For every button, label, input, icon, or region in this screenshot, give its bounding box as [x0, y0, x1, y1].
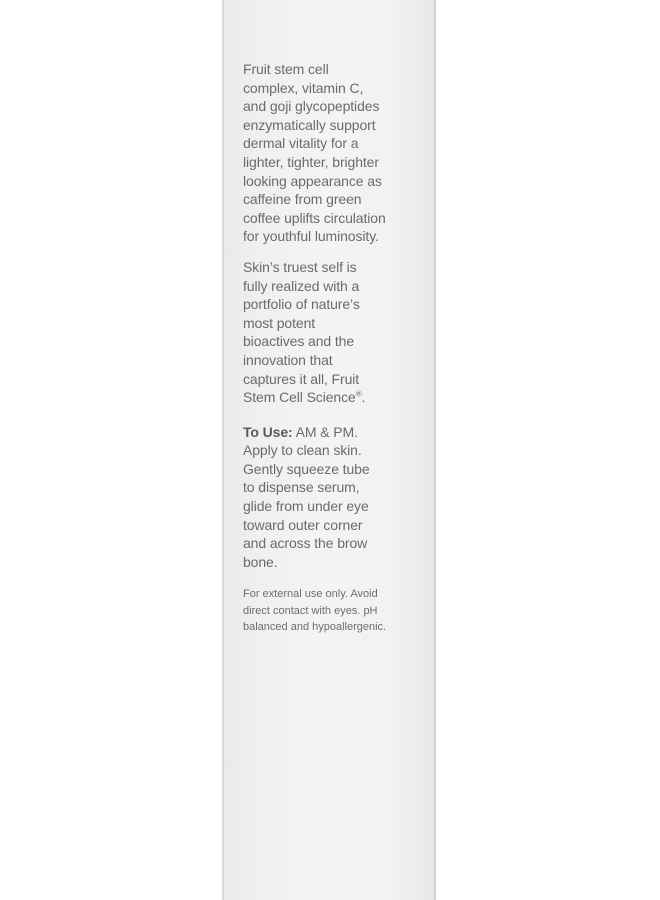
brand-paragraph-end: .	[361, 389, 366, 406]
warning-text: For external use only. Avoid direct contact with eyes. pH balanced and hypoallergenic.	[243, 588, 387, 634]
brand-paragraph-text: Skin’s truest self is fully realized with a portfolio of nature’s most potent bioactives and the innovation that captures it all, Fruit Stem Cell Science	[243, 258, 360, 406]
directions-paragraph	[243, 423, 428, 572]
panel-left-edge	[222, 0, 224, 900]
registered-mark: ®	[355, 389, 362, 399]
panel-right-edge	[434, 0, 436, 900]
package-copy	[243, 60, 428, 647]
directions-text: AM & PM. Apply to clean skin. Gently squeeze tube to dispense serum, glide from under eye toward outer corner and across the brow bone.	[243, 423, 370, 570]
benefits-paragraph: Fruit stem cell complex, vitamin C, and goji glycopeptides enzymatically support dermal vitality for a lighter, tighter, brighter looking appearance as caffeine from green coffee uplifts circulation for youthful luminosity.	[243, 61, 386, 245]
brand-paragraph	[243, 258, 428, 407]
directions-heading: To Use:	[243, 423, 293, 440]
